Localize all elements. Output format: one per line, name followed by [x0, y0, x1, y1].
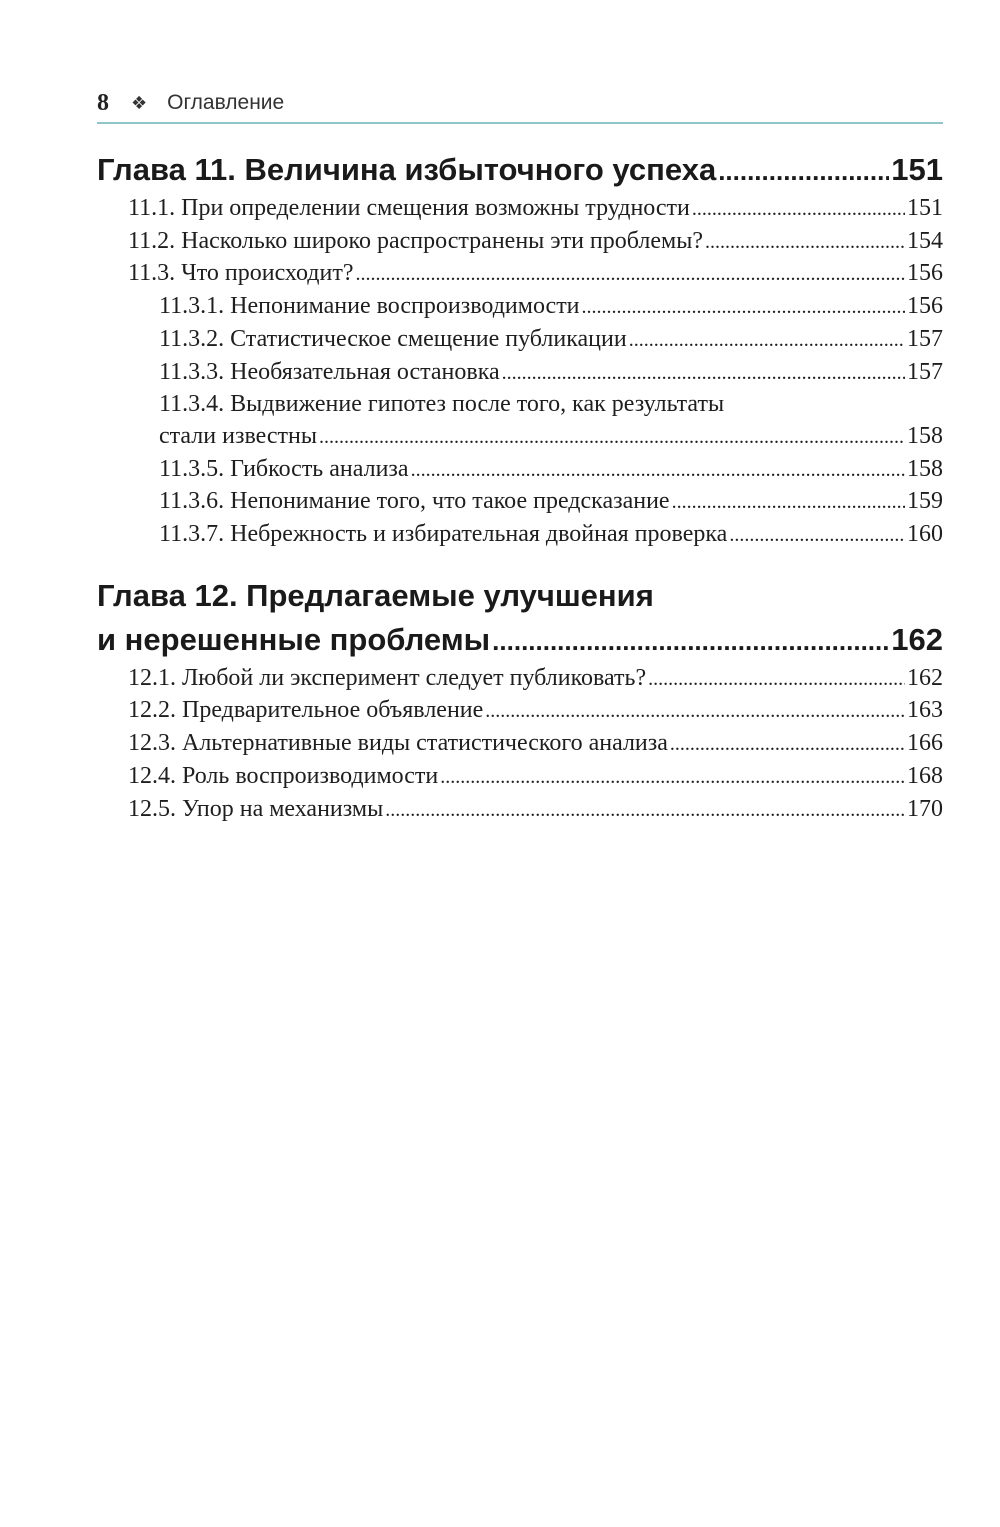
chapter-heading[interactable]	[97, 148, 943, 193]
toc-entry-title: 11.3.7. Небрежность и избирательная двойная проверка	[159, 521, 728, 548]
table-of-contents	[97, 148, 943, 826]
toc-entry-page: 170	[907, 795, 943, 822]
toc-entry[interactable]	[97, 389, 943, 453]
toc-entry[interactable]	[97, 663, 943, 696]
toc-entry-page: 156	[907, 293, 943, 320]
section-title: Оглавление	[167, 91, 285, 114]
dot-leader	[718, 149, 889, 193]
toc-entry[interactable]	[97, 761, 943, 794]
toc-entry-page: 163	[907, 697, 943, 724]
chapter-page: 151	[891, 152, 943, 187]
toc-entry[interactable]	[97, 728, 943, 761]
toc-line	[97, 618, 943, 663]
toc-entry[interactable]	[97, 695, 943, 728]
toc-entry[interactable]	[97, 486, 943, 519]
chapter-title: Глава 12. Предлагаемые улучшения	[97, 577, 654, 613]
toc-line	[97, 148, 943, 193]
dot-leader	[485, 696, 905, 728]
toc-entry-page: 158	[907, 422, 943, 449]
chapter-title-continued: и нерешенные проблемы	[97, 621, 491, 657]
toc-entry-title: 11.2. Насколько широко распространены эти проблемы?	[128, 227, 703, 254]
toc-entry-title: 12.2. Предварительное объявление	[128, 697, 484, 724]
dot-leader	[692, 194, 905, 226]
toc-entry[interactable]	[97, 291, 943, 324]
chapter-title: Глава 11. Величина избыточного успеха	[97, 152, 717, 187]
dot-leader	[440, 762, 905, 794]
toc-entry-title: 12.5. Упор на механизмы	[128, 795, 384, 822]
dot-leader	[492, 619, 889, 663]
dot-leader	[705, 227, 905, 259]
dot-leader	[648, 664, 905, 696]
page-number: 8	[97, 89, 109, 116]
toc-entry-page: 160	[907, 521, 943, 548]
toc-entry-page: 168	[907, 762, 943, 789]
toc-entry[interactable]	[97, 357, 943, 390]
toc-entry-title: 12.1. Любой ли эксперимент следует публиковать?	[128, 664, 647, 691]
toc-entry-title: 11.3.5. Гибкость анализа	[159, 455, 409, 482]
running-header	[97, 84, 943, 124]
toc-entry-page: 154	[907, 227, 943, 254]
toc-entry[interactable]	[97, 794, 943, 827]
toc-entry-page: 159	[907, 488, 943, 515]
toc-entry[interactable]	[97, 226, 943, 259]
dot-leader	[411, 455, 905, 487]
chapter-heading[interactable]	[97, 574, 943, 663]
toc-entry-title: 12.4. Роль воспроизводимости	[128, 762, 439, 789]
dot-leader	[502, 358, 905, 390]
toc-entry-title: 12.3. Альтернативные виды статистического анализа	[128, 730, 668, 757]
dot-leader	[729, 520, 905, 552]
dot-leader	[319, 422, 905, 454]
ornament-icon: ❖	[131, 92, 148, 114]
dot-leader	[385, 795, 905, 827]
toc-entry-title: 11.3. Что происходит?	[128, 260, 354, 287]
toc-entry-title: 11.3.1. Непонимание воспроизводимости	[159, 293, 580, 320]
toc-entry-title: 11.3.2. Статистическое смещение публикации	[159, 325, 627, 352]
dot-leader	[356, 259, 906, 291]
toc-entry-title: 11.3.4. Выдвижение гипотез после того, как результаты	[159, 391, 725, 418]
toc-entry-page: 166	[907, 730, 943, 757]
toc-entry-page: 156	[907, 260, 943, 287]
dot-leader	[670, 729, 905, 761]
toc-entry-page: 151	[907, 195, 943, 221]
toc-entry-title: 11.1. При определении смещения возможны трудности	[128, 195, 690, 221]
toc-entry[interactable]	[97, 454, 943, 487]
toc-entry[interactable]	[97, 324, 943, 357]
toc-entry[interactable]	[97, 193, 943, 226]
toc-entry[interactable]	[97, 519, 943, 552]
dot-leader	[582, 292, 905, 324]
toc-entry-page: 157	[907, 325, 943, 352]
dot-leader	[672, 487, 905, 519]
toc-entry-title-continued: стали известны	[159, 422, 317, 449]
toc-entry-page: 162	[907, 664, 943, 691]
toc-entry[interactable]	[97, 258, 943, 291]
toc-entry-page: 157	[907, 358, 943, 385]
toc-entry-page: 158	[907, 455, 943, 482]
toc-entry-title: 11.3.3. Необязательная остановка	[159, 358, 500, 385]
chapter-page: 162	[891, 621, 943, 657]
toc-entry-title: 11.3.6. Непонимание того, что такое предсказание	[159, 488, 670, 515]
dot-leader	[629, 325, 905, 357]
